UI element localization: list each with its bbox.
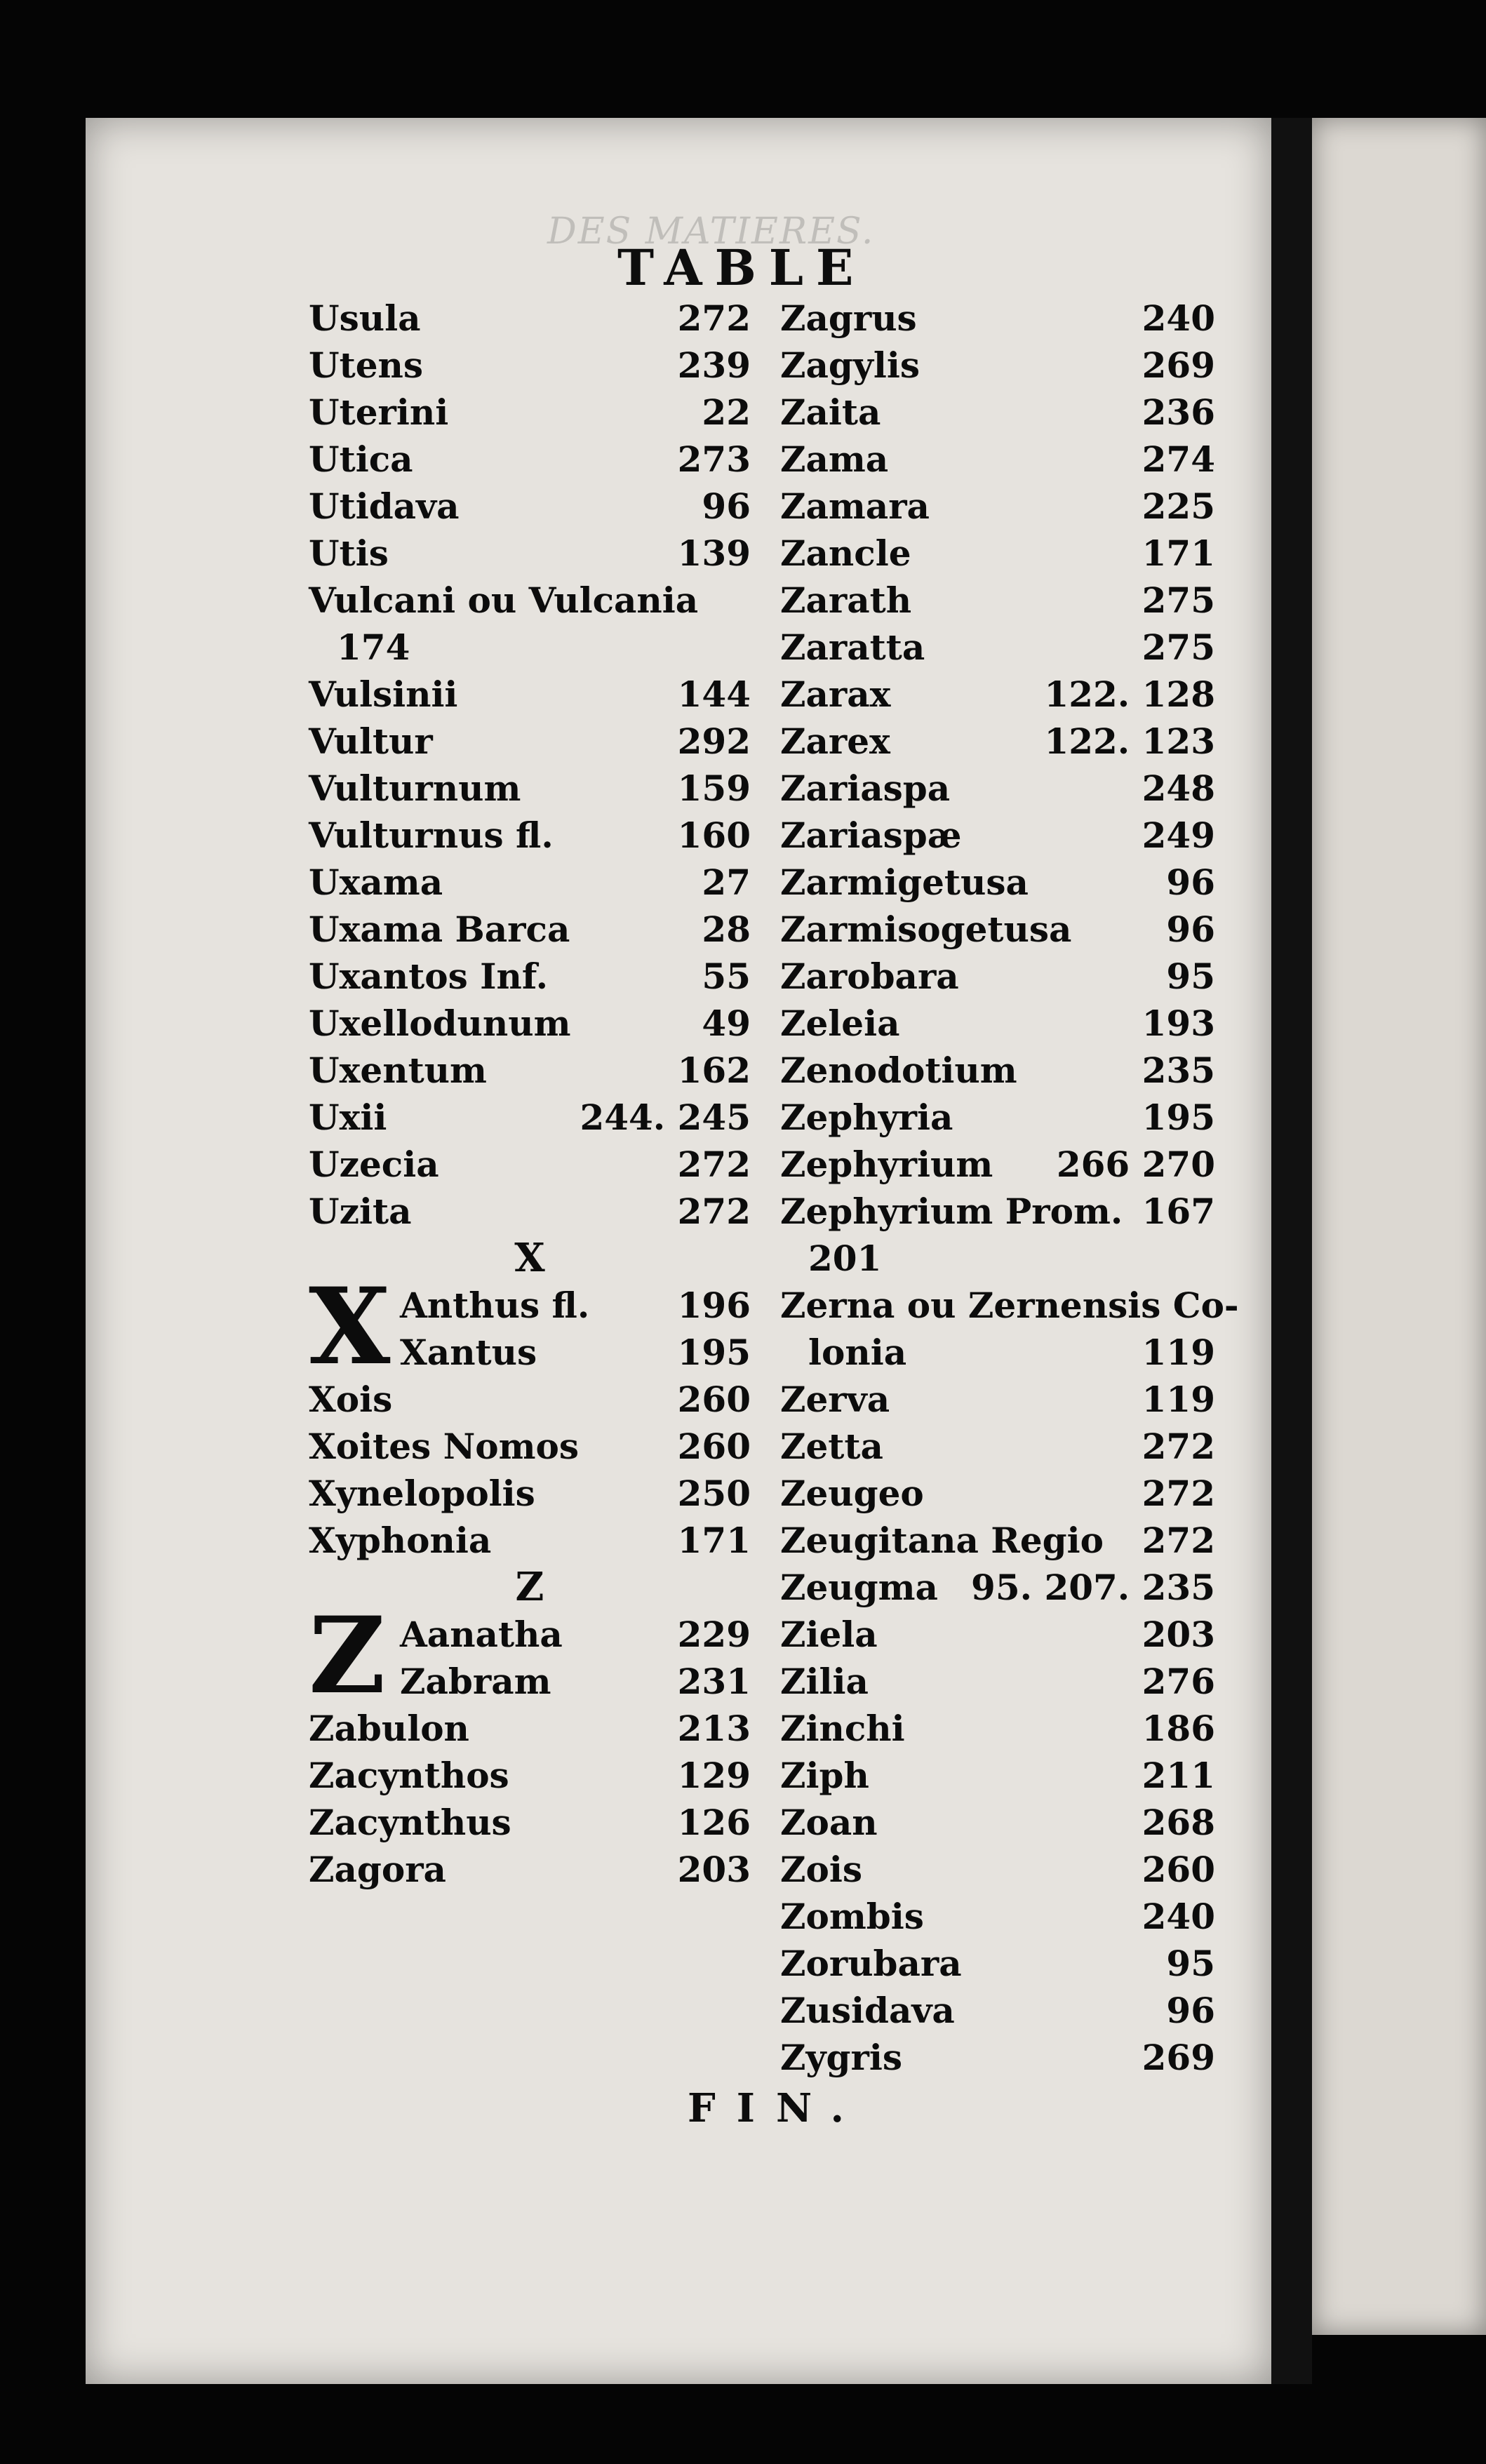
index-entry: [309, 1470, 751, 1517]
index-entry: [780, 1000, 1215, 1047]
entry-page-number: 248: [1142, 768, 1215, 809]
index-entry: [780, 577, 1215, 624]
index-entry: [309, 389, 751, 436]
entry-term: Zenodotium: [780, 1050, 1017, 1091]
entry-term: Ziph: [780, 1755, 869, 1796]
entry-page-number: 236: [1142, 391, 1215, 433]
entry-term: Utidava: [309, 486, 460, 527]
index-entry: [309, 1846, 751, 1893]
entry-term: Zaita: [780, 391, 881, 433]
entry-page-number: 225: [1142, 486, 1215, 527]
entry-page-number: 239: [677, 344, 751, 386]
entry-page-number: 196: [677, 1285, 751, 1326]
index-entry: [780, 389, 1215, 436]
entry-page-number: 144: [677, 674, 751, 715]
entry-page-number: 244. 245: [580, 1097, 751, 1138]
entry-page-number: 203: [677, 1849, 751, 1890]
entry-page-number: 213: [677, 1708, 751, 1749]
entry-term: Zephyrium Prom.: [780, 1191, 1123, 1232]
entry-term: Vulsinii: [309, 674, 458, 715]
index-entry: [780, 765, 1215, 812]
entry-term: Zeugma: [780, 1567, 938, 1608]
entry-term: Utens: [309, 344, 424, 386]
entry-term: Zagrus: [780, 297, 917, 339]
entry-page-number: 160: [677, 815, 751, 856]
index-entry: [780, 859, 1215, 906]
entry-page-number: 273: [677, 438, 751, 480]
entry-page-number: 229: [677, 1614, 751, 1655]
index-entry: [309, 1423, 751, 1470]
index-entry: [309, 577, 751, 624]
entry-term: Vulturnum: [309, 768, 521, 809]
index-entry: [309, 953, 751, 1000]
entry-term: Uxellodunum: [309, 1003, 571, 1044]
entry-term: Zagylis: [780, 344, 921, 386]
entry-page-number: 272: [677, 1191, 751, 1232]
entry-term: Zerna ou Zernensis Co-: [780, 1285, 1239, 1326]
entry-page-number: 139: [677, 533, 751, 574]
entry-term: Zabulon: [309, 1708, 469, 1749]
entry-term: Zaratta: [780, 627, 925, 668]
entry-page-number: 55: [702, 956, 751, 997]
entry-page-number: 250: [677, 1473, 751, 1514]
entry-page-number: 272: [1142, 1473, 1215, 1514]
index-entry: [780, 1047, 1215, 1094]
entry-page-number: 171: [1142, 533, 1215, 574]
entry-term: Zeugeo: [780, 1473, 924, 1514]
index-entry: [309, 1517, 751, 1564]
entry-term: Zeleia: [780, 1003, 900, 1044]
entry-term: Xynelopolis: [309, 1473, 535, 1514]
entry-page-number: 126: [677, 1802, 751, 1843]
entry-page-number: 186: [1142, 1708, 1215, 1749]
entry-page-number: 231: [677, 1661, 751, 1702]
index-entry: [780, 1235, 1215, 1282]
index-entry: [309, 1376, 751, 1423]
entry-page-number: 275: [1142, 627, 1215, 668]
entry-term: Uxama Barca: [309, 909, 570, 950]
index-entry: [780, 1752, 1215, 1799]
entry-page-number: 171: [677, 1520, 751, 1561]
index-entry: [309, 1141, 751, 1188]
index-entry: [780, 1188, 1215, 1235]
entry-term: Zygris: [780, 2037, 902, 2078]
index-entry: [780, 1799, 1215, 1846]
index-entry: [780, 1893, 1215, 1940]
index-entry: [780, 953, 1215, 1000]
entry-term: Zarmigetusa: [780, 862, 1029, 903]
index-entry: [780, 1282, 1239, 1329]
entry-page-number: 95. 207. 235: [971, 1567, 1215, 1608]
index-entry: [309, 1705, 751, 1752]
index-entry: [309, 530, 751, 577]
entry-page-number: 268: [1142, 1802, 1215, 1843]
entry-term: Zinchi: [780, 1708, 905, 1749]
page-title: TABLE: [617, 239, 866, 297]
entry-term: Uterini: [309, 391, 449, 433]
entry-term: 174: [337, 627, 410, 668]
index-entry: [309, 1752, 751, 1799]
entry-term: Xantus: [400, 1332, 537, 1373]
index-entry: [309, 483, 751, 530]
index-entry: [780, 1658, 1215, 1705]
index-entry: [309, 906, 751, 953]
index-entry: [780, 1423, 1215, 1470]
entry-term: Xois: [309, 1379, 393, 1420]
index-entry: [309, 1094, 751, 1141]
entry-term: Uxama: [309, 862, 443, 903]
entry-page-number: 249: [1142, 815, 1215, 856]
index-entry: [780, 295, 1215, 342]
entry-term: Ziela: [780, 1614, 878, 1655]
entry-page-number: 119: [1142, 1332, 1215, 1373]
index-entry: [780, 1846, 1215, 1893]
entry-term: Zariaspa: [780, 768, 951, 809]
index-column-left: [309, 295, 751, 1893]
entry-term: Z: [515, 1564, 544, 1610]
index-entry: [780, 624, 1215, 671]
entry-term: Aanatha: [400, 1614, 563, 1655]
entry-term: Zorubara: [780, 1943, 962, 1984]
entry-term: Xoites Nomos: [309, 1426, 580, 1467]
entry-page-number: 129: [677, 1755, 751, 1796]
index-entry: [309, 295, 751, 342]
entry-term: Zoan: [780, 1802, 878, 1843]
entry-term: 201: [808, 1238, 882, 1279]
index-entry: [780, 1987, 1215, 2034]
entry-term: Uxii: [309, 1097, 387, 1138]
entry-page-number: 96: [1166, 909, 1215, 950]
entry-page-number: 240: [1142, 297, 1215, 339]
entry-term: Zarax: [780, 674, 891, 715]
index-entry: [309, 812, 751, 859]
entry-term: Zarobara: [780, 956, 959, 997]
entry-term: Zancle: [780, 533, 911, 574]
entry-term: Vulcani ou Vulcania: [309, 580, 699, 621]
index-entry: [780, 342, 1215, 389]
index-entry: [309, 1658, 751, 1705]
entry-page-number: 266 270: [1056, 1144, 1215, 1185]
index-entry: [780, 1329, 1215, 1376]
entry-term: Zombis: [780, 1896, 924, 1937]
index-entry: [780, 718, 1215, 765]
drop-capital: Z: [309, 1594, 386, 1718]
index-entry: [309, 718, 751, 765]
entry-page-number: 193: [1142, 1003, 1215, 1044]
entry-term: Uxentum: [309, 1050, 487, 1091]
book-gutter: [1271, 118, 1312, 2384]
drop-capital: X: [309, 1265, 391, 1388]
entry-page-number: 260: [677, 1426, 751, 1467]
index-entry: [780, 483, 1215, 530]
entry-page-number: 162: [677, 1050, 751, 1091]
index-entry: [309, 765, 751, 812]
index-entry: [780, 1141, 1215, 1188]
entry-term: Uzita: [309, 1191, 412, 1232]
entry-term: Vulturnus fl.: [309, 815, 554, 856]
index-entry: [780, 1517, 1215, 1564]
index-entry: [780, 1376, 1215, 1423]
entry-page-number: 269: [1142, 2037, 1215, 2078]
facing-page-edge: [1312, 118, 1486, 2335]
entry-term: Uzecia: [309, 1144, 439, 1185]
end-mark: FIN.: [688, 2085, 866, 2131]
index-entry: [780, 530, 1215, 577]
index-entry: [309, 859, 751, 906]
index-entry: [780, 812, 1215, 859]
entry-term: Utis: [309, 533, 389, 574]
index-entry: [780, 1611, 1215, 1658]
entry-page-number: 272: [1142, 1520, 1215, 1561]
entry-page-number: 274: [1142, 438, 1215, 480]
entry-term: Zacynthos: [309, 1755, 509, 1796]
index-entry: [309, 342, 751, 389]
entry-term: Usula: [309, 297, 421, 339]
index-entry: [780, 1470, 1215, 1517]
entry-term: Vultur: [309, 721, 433, 762]
entry-page-number: 95: [1166, 956, 1215, 997]
entry-term: Zarath: [780, 580, 912, 621]
entry-page-number: 119: [1142, 1379, 1215, 1420]
entry-page-number: 272: [1142, 1426, 1215, 1467]
index-entry: [309, 1799, 751, 1846]
index-entry: [780, 2034, 1215, 2081]
entry-term: Zois: [780, 1849, 862, 1890]
entry-term: Uxantos Inf.: [309, 956, 549, 997]
entry-term: Zetta: [780, 1426, 883, 1467]
entry-term: X: [514, 1235, 545, 1281]
entry-term: Zarex: [780, 721, 890, 762]
entry-page-number: 235: [1142, 1050, 1215, 1091]
entry-term: Zephyria: [780, 1097, 953, 1138]
entry-term: Zerva: [780, 1379, 890, 1420]
entry-page-number: 240: [1142, 1896, 1215, 1937]
entry-page-number: 272: [677, 297, 751, 339]
index-entry: [780, 1564, 1215, 1611]
index-entry: [309, 436, 751, 483]
entry-term: Zilia: [780, 1661, 869, 1702]
entry-term: Anthus fl.: [400, 1285, 590, 1326]
index-entry: [780, 436, 1215, 483]
entry-page-number: 272: [677, 1144, 751, 1185]
entry-term: Zeugitana Regio: [780, 1520, 1104, 1561]
entry-term: Zusidava: [780, 1990, 955, 2031]
entry-term: Zamara: [780, 486, 930, 527]
index-entry: [309, 624, 751, 671]
index-entry: [780, 1094, 1215, 1141]
entry-term: Zephyrium: [780, 1144, 993, 1185]
index-entry: [780, 1705, 1215, 1752]
index-entry: [780, 906, 1215, 953]
entry-page-number: 95: [1166, 1943, 1215, 1984]
index-entry: [309, 671, 751, 718]
entry-page-number: 122. 128: [1044, 674, 1215, 715]
entry-term: Zarmisogetusa: [780, 909, 1072, 950]
entry-page-number: 260: [1142, 1849, 1215, 1890]
entry-page-number: 203: [1142, 1614, 1215, 1655]
entry-page-number: 122. 123: [1044, 721, 1215, 762]
entry-term: lonia: [808, 1332, 907, 1373]
entry-page-number: 195: [677, 1332, 751, 1373]
index-entry: [309, 1329, 751, 1376]
entry-term: Zagora: [309, 1849, 446, 1890]
index-entry: [780, 671, 1215, 718]
entry-page-number: 96: [1166, 862, 1215, 903]
index-entry: [309, 1188, 751, 1235]
index-entry: [309, 1000, 751, 1047]
entry-page-number: 96: [1166, 1990, 1215, 2031]
entry-page-number: 49: [702, 1003, 751, 1044]
entry-page-number: 275: [1142, 580, 1215, 621]
entry-term: Utica: [309, 438, 413, 480]
entry-page-number: 22: [702, 391, 751, 433]
entry-page-number: 195: [1142, 1097, 1215, 1138]
entry-term: Zariaspæ: [780, 815, 962, 856]
entry-term: Zabram: [400, 1661, 551, 1702]
entry-page-number: 28: [702, 909, 751, 950]
index-entry: [309, 1047, 751, 1094]
entry-page-number: 159: [677, 768, 751, 809]
entry-page-number: 211: [1142, 1755, 1215, 1796]
entry-term: Zama: [780, 438, 889, 480]
entry-term: Zacynthus: [309, 1802, 511, 1843]
entry-page-number: 167: [1142, 1191, 1215, 1232]
entry-page-number: 260: [677, 1379, 751, 1420]
entry-page-number: 292: [677, 721, 751, 762]
index-entry: [780, 1940, 1215, 1987]
entry-page-number: 27: [702, 862, 751, 903]
index-column-right: [780, 295, 1239, 2081]
entry-page-number: 276: [1142, 1661, 1215, 1702]
entry-page-number: 269: [1142, 344, 1215, 386]
bleed-through-text: DES MATIERES.: [547, 210, 875, 253]
entry-page-number: 96: [702, 486, 751, 527]
entry-term: Xyphonia: [309, 1520, 492, 1561]
